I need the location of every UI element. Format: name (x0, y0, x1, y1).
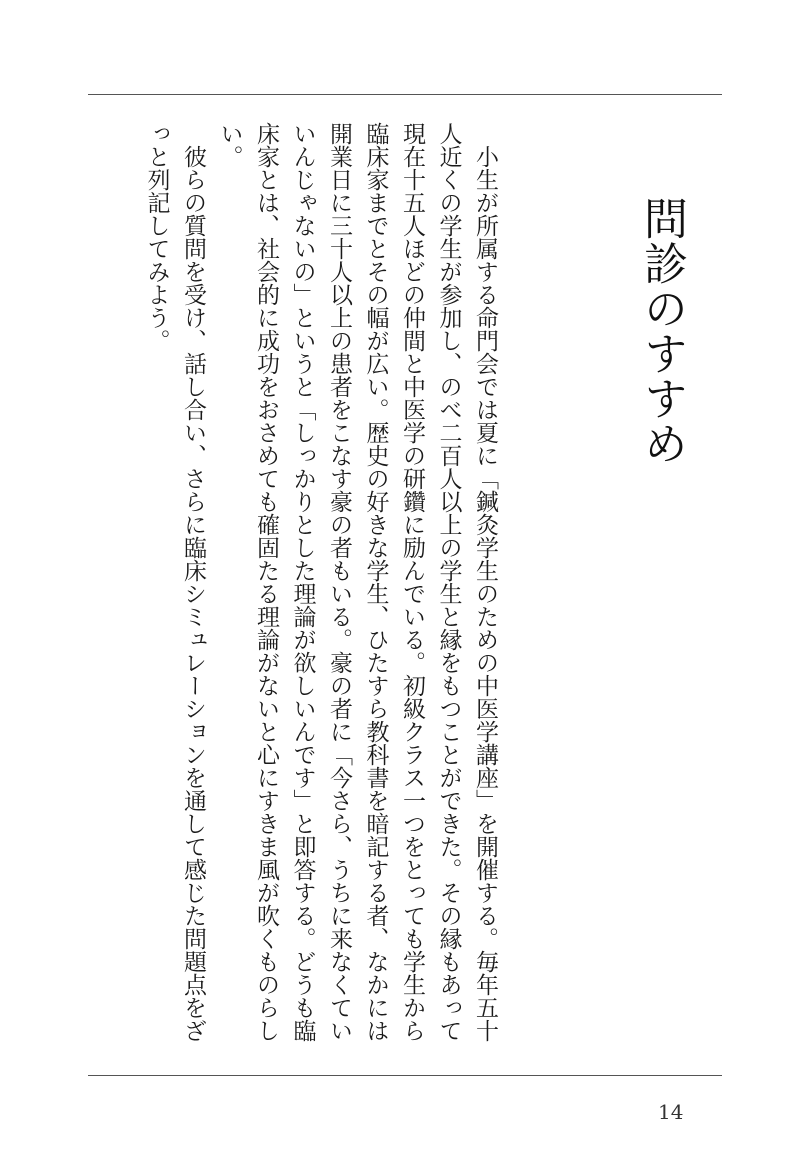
page-title: 問診のすすめ (636, 196, 687, 466)
body-text (138, 122, 503, 1062)
page-number: 14 (658, 1100, 684, 1124)
paragraph-1: 小生が所属する命門会では夏に「鍼灸学生のための中医学講座」を開催する。毎年五十人近くの学生が参加し、のべ二百人以上の学生と縁をもつことができた。その縁もあって現在十五人ほどの仲間と中医学の研鑽に励んでいる。初級クラス一つをとっても学生から臨床家までとその幅が広い。歴史の好きな学生、ひたすら教科書を暗記する者、なかには開業日に三十人以上の患者をこなす豪の者もいる。豪の者に「今さら、うちに来なくていいんじゃないの」というと「しっかりとした理論が欲しいんです」と即答する。どうも臨床家とは、社会的に成功をおさめても確固たる理論がないと心にすきま風が吹くものらしい。 (216, 122, 498, 1042)
paragraph-2: 彼らの質問を受け、話し合い、さらに臨床シミュレーションを通して感じた問題点をざっと列記してみよう。 (143, 122, 206, 1042)
bottom-rule (88, 1075, 722, 1076)
top-rule (88, 94, 722, 95)
